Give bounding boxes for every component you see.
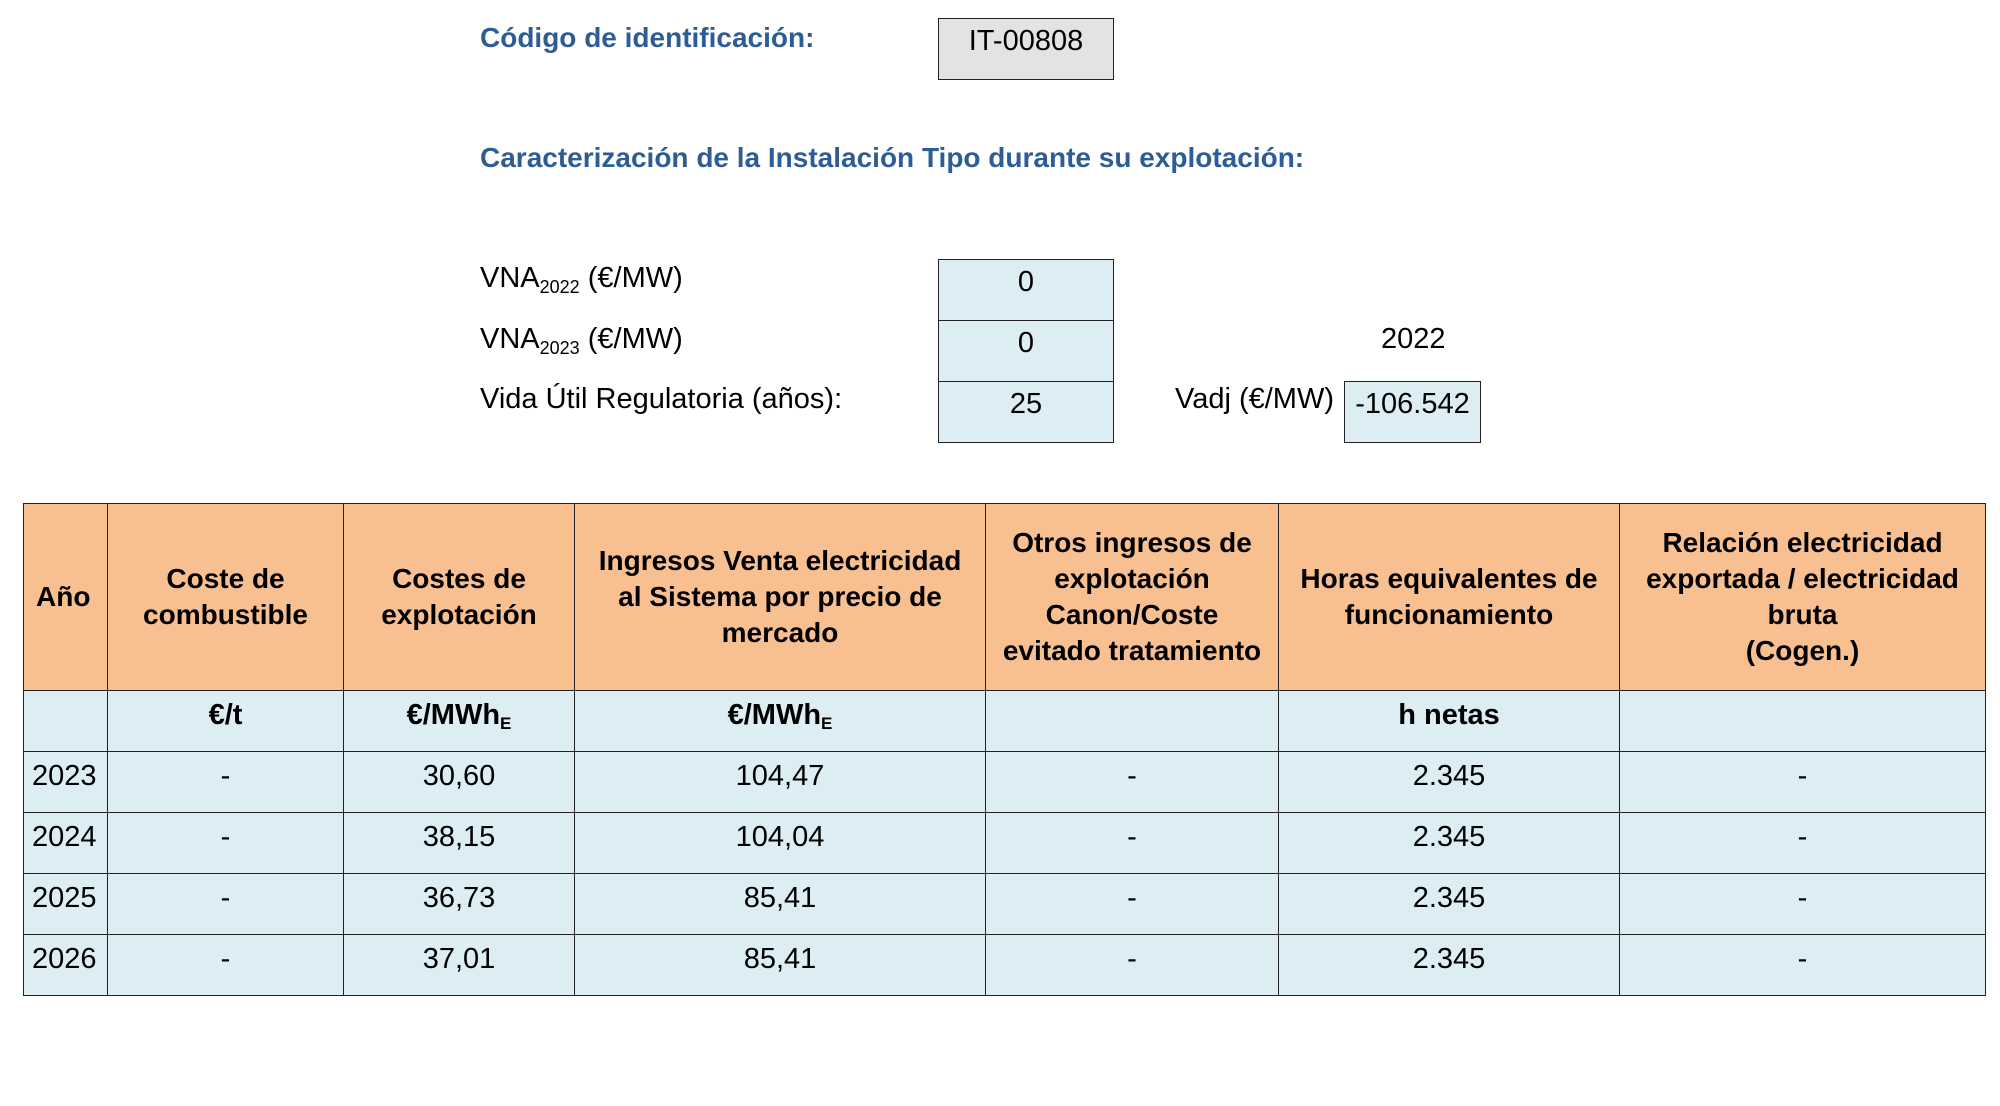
cell-fuel: - bbox=[108, 752, 344, 813]
header-electricity-ratio: Relación electricidad exportada / electricidad bruta (Cogen.) bbox=[1620, 504, 1986, 691]
cell-opex: 37,01 bbox=[344, 935, 575, 996]
header-other-income: Otros ingresos de explotación Canon/Coste evitado tratamiento bbox=[986, 504, 1279, 691]
cell-hours: 2.345 bbox=[1279, 813, 1620, 874]
header-market-income: Ingresos Venta electricidad al Sistema por precio de mercado bbox=[575, 504, 986, 691]
section-title: Caracterización de la Instalación Tipo durante su explotación: bbox=[480, 142, 1305, 173]
cell-opex: 38,15 bbox=[344, 813, 575, 874]
cell-ratio: - bbox=[1620, 935, 1986, 996]
unit-hours: h netas bbox=[1279, 691, 1620, 752]
header-equivalent-hours: Horas equivalentes de funcionamiento bbox=[1279, 504, 1620, 691]
table-header-row bbox=[24, 504, 1986, 691]
cell-ratio: - bbox=[1620, 752, 1986, 813]
cell-year: 2026 bbox=[24, 935, 108, 996]
cell-fuel: - bbox=[108, 813, 344, 874]
unit-other bbox=[986, 691, 1279, 752]
code-value-box: IT-00808 bbox=[938, 18, 1114, 80]
vadj-label: Vadj (€/MW) bbox=[1175, 383, 1334, 415]
vna2022-value: 0 bbox=[938, 259, 1114, 321]
cell-fuel: - bbox=[108, 874, 344, 935]
vna2023-value: 0 bbox=[938, 320, 1114, 382]
unit-income: €/MWh$_E$ bbox=[575, 691, 986, 752]
table-row bbox=[24, 752, 1986, 813]
cell-year: 2025 bbox=[24, 874, 108, 935]
vida-util-value: 25 bbox=[938, 381, 1114, 443]
cell-hours: 2.345 bbox=[1279, 752, 1620, 813]
cell-income: 104,47 bbox=[575, 752, 986, 813]
cell-other: - bbox=[986, 752, 1279, 813]
cell-income: 104,04 bbox=[575, 813, 986, 874]
header-operating-cost: Costes de explotación bbox=[344, 504, 575, 691]
cell-ratio: - bbox=[1620, 813, 1986, 874]
unit-opex: €/MWh$_E$ bbox=[344, 691, 575, 752]
code-label: Código de identificación: bbox=[480, 22, 815, 53]
table-row bbox=[24, 813, 1986, 874]
vadj-value: -106.542 bbox=[1344, 381, 1481, 443]
vida-util-label: Vida Útil Regulatoria (años): bbox=[480, 383, 843, 415]
cell-opex: 36,73 bbox=[344, 874, 575, 935]
cell-year: 2023 bbox=[24, 752, 108, 813]
reference-year: 2022 bbox=[1381, 323, 1446, 355]
units-row bbox=[24, 691, 1986, 752]
cell-year: 2024 bbox=[24, 813, 108, 874]
cell-other: - bbox=[986, 874, 1279, 935]
header-year: Año bbox=[24, 504, 108, 691]
unit-fuel: €/t bbox=[108, 691, 344, 752]
operations-table bbox=[23, 503, 1986, 996]
unit-year bbox=[24, 691, 108, 752]
table-row bbox=[24, 935, 1986, 996]
cell-other: - bbox=[986, 935, 1279, 996]
cell-hours: 2.345 bbox=[1279, 935, 1620, 996]
cell-income: 85,41 bbox=[575, 874, 986, 935]
cell-opex: 30,60 bbox=[344, 752, 575, 813]
vna2022-label: $VNA_{2022}$ (€/MW) bbox=[480, 262, 683, 297]
vna2023-label: $VNA_{2023}$ (€/MW) bbox=[480, 323, 683, 358]
header-fuel-cost: Coste de combustible bbox=[108, 504, 344, 691]
unit-ratio bbox=[1620, 691, 1986, 752]
cell-fuel: - bbox=[108, 935, 344, 996]
table-row bbox=[24, 874, 1986, 935]
cell-income: 85,41 bbox=[575, 935, 986, 996]
cell-ratio: - bbox=[1620, 874, 1986, 935]
cell-hours: 2.345 bbox=[1279, 874, 1620, 935]
cell-other: - bbox=[986, 813, 1279, 874]
